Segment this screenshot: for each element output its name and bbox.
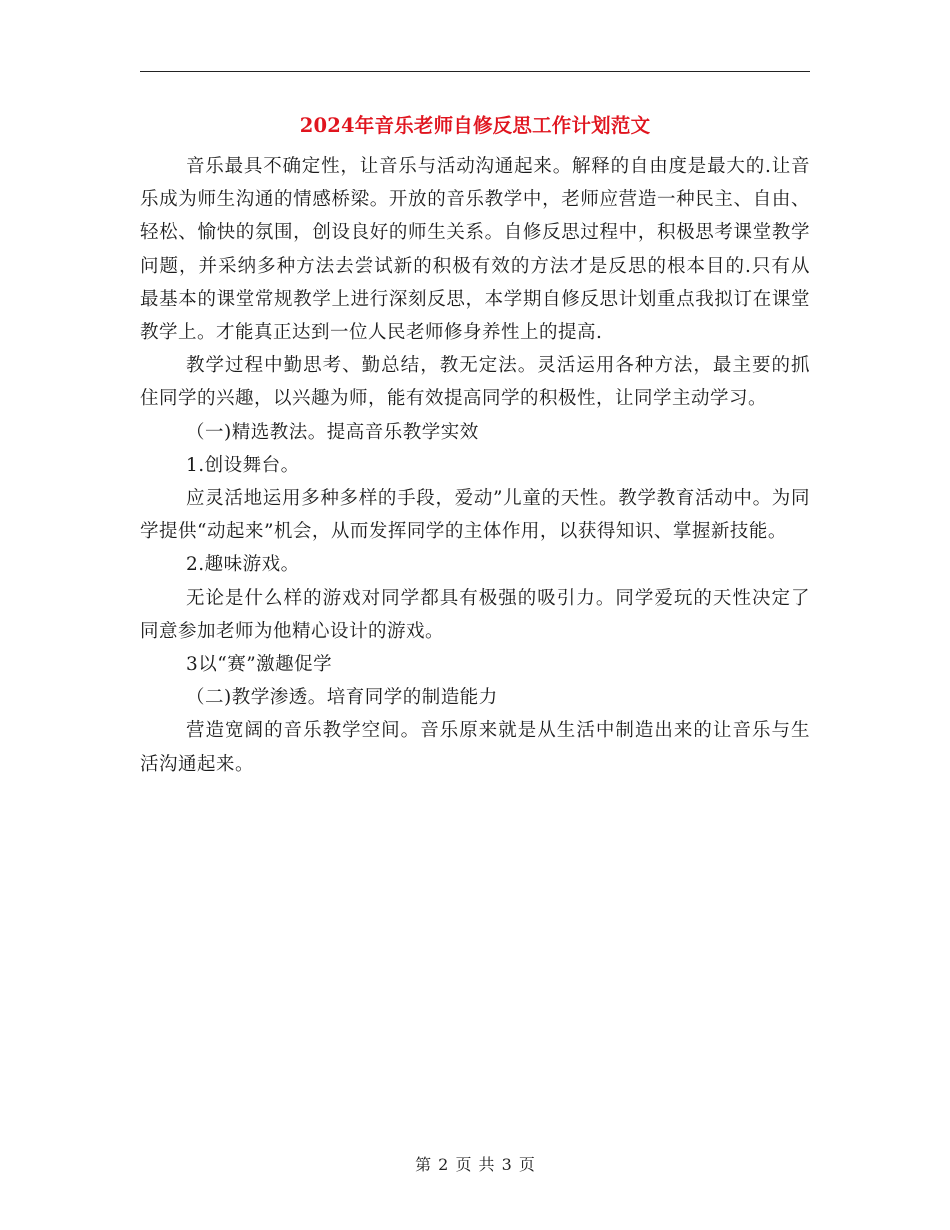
paragraph-intro: 音乐最具不确定性，让音乐与活动沟通起来。解释的自由度是最大的.让音乐成为师生沟通的情感桥梁。开放的音乐教学中，老师应营造一种民主、自由、轻松、愉快的氛围，创设良好的师生关系。自修反思过程中，积极思考课堂教学问题，并采纳多种方法去尝试新的积极有效的方法才是反思的根本目的.只有从最基本的课堂常规教学上进行深刻反思，本学期自修反思计划重点我拟订在课堂教学上。才能真正达到一位人民老师修身养性上的提高.: [140, 156, 810, 344]
paragraph-games: 无论是什么样的游戏对同学都具有极强的吸引力。同学爱玩的天性决定了同意参加老师为他精心设计的游戏。: [140, 587, 810, 642]
document-title: 2024年音乐老师自修反思工作计划范文: [299, 114, 651, 137]
subheading-1: 1.创设舞台。: [186, 454, 300, 476]
paragraph-stage: 应灵活地运用多种多样的手段，爱动”儿童的天性。教学教育活动中。为同学提供“动起来”机会，从而发挥同学的主体作用，以获得知识、掌握新技能。: [140, 488, 810, 543]
section-heading-2: （二)教学渗透。培育同学的制造能力: [186, 687, 498, 709]
subheading-2: 2.趣味游戏。: [186, 554, 300, 576]
section-heading-1: （一)精选教法。提高音乐教学实效: [186, 421, 479, 443]
document-body: [140, 150, 810, 781]
paragraph-teaching-process: 教学过程中勤思考、勤总结，教无定法。灵活运用各种方法，最主要的抓住同学的兴趣，以兴趣为师，能有效提高同学的积极性，让同学主动学习。: [140, 355, 810, 410]
subheading-3: 3以“赛”激趣促学: [186, 654, 333, 676]
header-rule: [140, 71, 810, 72]
paragraph-space: 营造宽阔的音乐教学空间。音乐原来就是从生活中制造出来的让音乐与生活沟通起来。: [140, 720, 810, 775]
page-number: 第 2 页 共 3 页: [415, 1155, 535, 1174]
